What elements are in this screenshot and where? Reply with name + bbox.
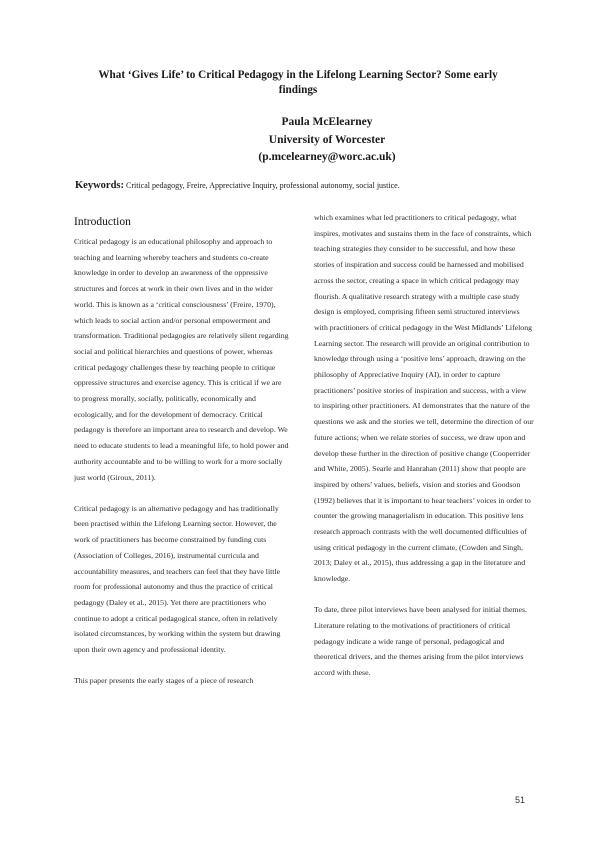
author-email: (p.mcelearney@worc.ac.uk) [258,151,396,163]
paragraph: To date, three pilot interviews have been analysed for initial themes. Literature relating to the motivations of practitioners of critical pedagogy indicate a wide range of personal, pedagogical and theoretical drivers, and the themes arising from the pilot interviews accord with these. [314,605,527,678]
section-heading-introduction: Introduction [74,216,131,228]
right-column [314,210,534,696]
paragraph: Critical pedagogy is an educational philosophy and approach to teaching and learning whereby teachers and students co-create knowledge in order to develop an awareness of the oppressive structures and forces at work in their own lives and in the wider world. This is known as a ‘critical consciousness’ (Freire, 1970), which leads to social action and/or personal empowerment and transformation. Traditional pedagogies are relatively silent regarding social and political hierarchies and questions of power, whereas critical pedagogy challenges these by teaching people to critique oppressive structures and exercise agency. This is critical if we are to progress morally, socially, politically, economically and ecologically, and for the development of democracy. Critical pedagogy is therefore an important area to research and develop. We need to educate students to lead a meaningful life, to hold power and authority accountable and to be willing to work for a more socially just world (Giroux, 2011). [74,237,289,482]
paragraph: Critical pedagogy is an alternative pedagogy and has traditionally been practised within the Lifelong Learning sector. However, the work of practitioners has become constrained by funding cuts (Association of Colleges, 2016), instrumental curricula and accountability measures, and teachers can feel that they have little room for professional autonomy and thus the practice of critical pedagogy (Daley et al., 2015). Yet there are practitioners who continue to adopt a critical pedagogical stance, often in relatively isolated circumstances, by working within the system but drawing upon their own agency and professional identity. [74,503,281,655]
author-block [0,114,596,167]
keywords-label: Keywords: [75,180,124,191]
paragraph: which examines what led practitioners to critical pedagogy, what inspires, motivates and sustains them in the face of constraints, which teaching strategies they consider to be successful, and how these stories of inspiration and success could be harnessed and mobilised across the sector, creating a space in which critical pedagogy may flourish. A qualitative research strategy with a multiple case study design is employed, comprising fifteen semi structured interviews with practitioners of critical pedagogy in the West Midlands’ Lifelong Learning sector. The research will provide an original contribution to knowledge through using a ‘positive lens’ approach, drawing on the philosophy of Appreciative Inquiry (AI), in order to capture practitioners’ positive stories of inspiration and success, with a view to inspiring other practitioners. AI demonstrates that the nature of the questions we ask and the stories we tell, determine the direction of our future actions; when we relate stories of success, we draw upon and develop these further in the direction of positive change (Cooperrider and White, 2005). Searle and Hanrahan (2011) show that people are inspired by others’ values, beliefs, vision and stories and Goodson (1992) believes that it is important to hear teachers’ voices in order to counter the growing managerialism in education. This positive lens research approach contrasts with the well documented difficulties of using critical pedagogy in the current climate, (Cowden and Singh, 2013; Daley et al., 2015), thus addressing a gap in the literature and knowledge. [314,213,534,584]
keywords [75,180,535,192]
author-affiliation: University of Worcester [268,133,386,146]
left-column [74,214,289,704]
page-number: 51 [515,795,526,805]
author-name: Paula McElearney [281,116,373,128]
paper-title: What ‘Gives Life’ to Critical Pedagogy in the Lifelong Learning Sector? Some early findings [98,69,498,96]
paragraph: This paper presents the early stages of a piece of research [74,676,254,686]
keywords-text: Critical pedagogy, Freire, Appreciative Inquiry, professional autonomy, social justice. [126,181,400,190]
